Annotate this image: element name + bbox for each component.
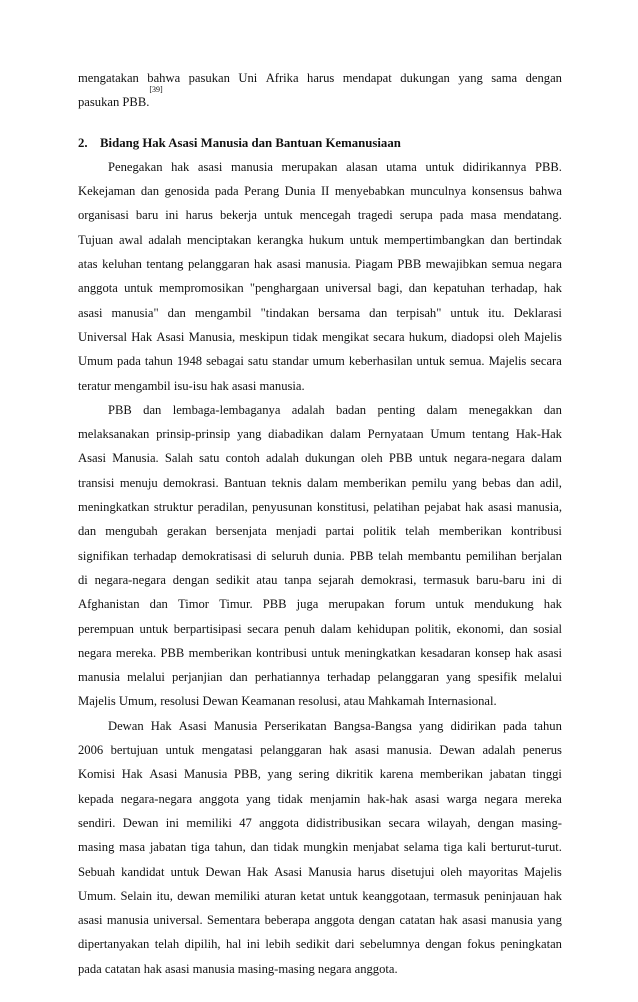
text-line: manusia melalui perjanjian dan perhatiannya terhadap pelanggaran yang spesifik melalui [78, 670, 562, 685]
section-number: 2. [78, 135, 88, 150]
paragraph [78, 398, 562, 714]
text-line: Afghanistan dan Timor Timur. PBB juga merupakan forum untuk mendukung hak [78, 597, 562, 612]
section-heading [78, 131, 562, 155]
text-line: pada catatan hak asasi manusia masing-masing negara anggota. [78, 961, 398, 976]
section-body [78, 155, 562, 981]
text-line: signifikan terhadap demokratisasi di seluruh dunia. PBB telah membantu pemilihan berjalan [78, 548, 562, 563]
text-line: atas keluhan tentang pelanggaran hak asasi manusia. Piagam PBB mewajibkan semua negara [78, 257, 562, 272]
citation-marker[interactable]: [39] [149, 85, 163, 95]
text-line: teratur mengambil isu-isu hak asasi manusia. [78, 378, 305, 393]
text-line: asasi manusia universal. Sementara beberapa anggota dengan catatan hak asasi manusia yang [78, 913, 562, 928]
paragraph [78, 714, 562, 981]
text-line: perempuan untuk berpartisipasi secara penuh dalam kehidupan politik, ekonomi, dan sosial [78, 621, 562, 636]
text-line: Majelis Umum, resolusi Dewan Keamanan resolusi, atau Mahkamah Internasional. [78, 694, 497, 709]
text-line: Tujuan awal adalah menciptakan kerangka hukum untuk mempertimbangkan dan bertindak [78, 232, 562, 247]
text-line: di negara-negara dengan sedikit atau tanpa sejarah demokrasi, termasuk baru-baru ini di [78, 572, 562, 587]
text-line: organisasi baru ini harus bekerja untuk mencegah tragedi serupa pada masa mendatang. [78, 208, 562, 223]
text-line: Asasi Manusia. Salah satu contoh adalah dukungan oleh PBB untuk negara-negara dalam [78, 451, 562, 466]
text-line: asasi manusia" dan mengambil "tindakan bersama dan terpisah" untuk itu. Deklarasi [78, 305, 562, 320]
text-line: Dewan Hak Asasi Manusia Perserikatan Bangsa-Bangsa yang didirikan pada tahun [108, 718, 562, 733]
section-gap [78, 115, 562, 131]
text-line: Umum pada tahun 1948 sebagai satu standar umum keberhasilan untuk semua. Majelis secara [78, 354, 562, 369]
text-line: mengatakan bahwa pasukan Uni Afrika harus mendapat dukungan yang sama dengan [78, 71, 562, 85]
intro-paragraph [78, 66, 562, 115]
text-line: Umum. Selain itu, dewan memiliki aturan ketat untuk keanggotaan, termasuk peninjauan hak [78, 888, 562, 903]
text-line: dipertanyakan telah dipilih, hal ini lebih sedikit dari sebelumnya dengan fokus peningkatan [78, 937, 562, 952]
text-line: Komisi Hak Asasi Manusia PBB, yang sering dikritik karena memberikan jabatan tinggi [78, 767, 562, 782]
text-line: PBB dan lembaga-lembaganya adalah badan penting dalam menegakkan dan [108, 402, 562, 417]
text-line: meningkatkan struktur peradilan, penyusunan konstitusi, pelatihan pejabat hak asasi manusia, [78, 500, 562, 515]
text-line: dan mengubah gerakan bersenjata menjadi partai politik telah memberikan kontribusi [78, 524, 562, 539]
text-line: masing masa jabatan tiga tahun, dan tidak mungkin menjabat selama tiga kali berturut-turut. [78, 840, 562, 855]
text-line: negara mereka. PBB memberikan kontribusi untuk meningkatkan kesadaran konsep hak asasi [78, 645, 562, 660]
text-line: 2006 bertujuan untuk mengatasi pelanggaran hak asasi manusia. Dewan adalah penerus [78, 743, 562, 758]
intro-last-text: pasukan PBB. [78, 95, 150, 110]
text-line [78, 85, 562, 114]
text-line: sendiri. Dewan ini memiliki 47 anggota didistribusikan secara wilayah, dengan masing- [78, 815, 562, 830]
text-line: Penegakan hak asasi manusia merupakan alasan utama untuk didirikannya PBB. [108, 159, 562, 174]
document-page [78, 66, 562, 981]
text-line: anggota untuk mempromosikan "penghargaan universal bagi, dan kepatuhan terhadap, hak [78, 281, 562, 296]
text-line: Sebuah kandidat untuk Dewan Hak Asasi Manusia harus disetujui oleh mayoritas Majelis [78, 864, 562, 879]
text-line: melaksanakan prinsip-prinsip yang diabadikan dalam Pernyataan Umum tentang Hak-Hak [78, 427, 562, 442]
text-line: Universal Hak Asasi Manusia, meskipun tidak mengikat secara hukum, diadopsi oleh Majelis [78, 329, 562, 344]
paragraph [78, 155, 562, 398]
text-line: kepada negara-negara anggota yang tidak menjamin hak-hak asasi warga negara mereka [78, 791, 562, 806]
text-line: transisi menuju demokrasi. Bantuan teknis dalam memberikan pemilu yang bebas dan adil, [78, 475, 562, 490]
text-line: Kekejaman dan genosida pada Perang Dunia II menyebabkan munculnya konsensus bahwa [78, 184, 562, 199]
section-title: Bidang Hak Asasi Manusia dan Bantuan Kemanusiaan [100, 135, 401, 150]
